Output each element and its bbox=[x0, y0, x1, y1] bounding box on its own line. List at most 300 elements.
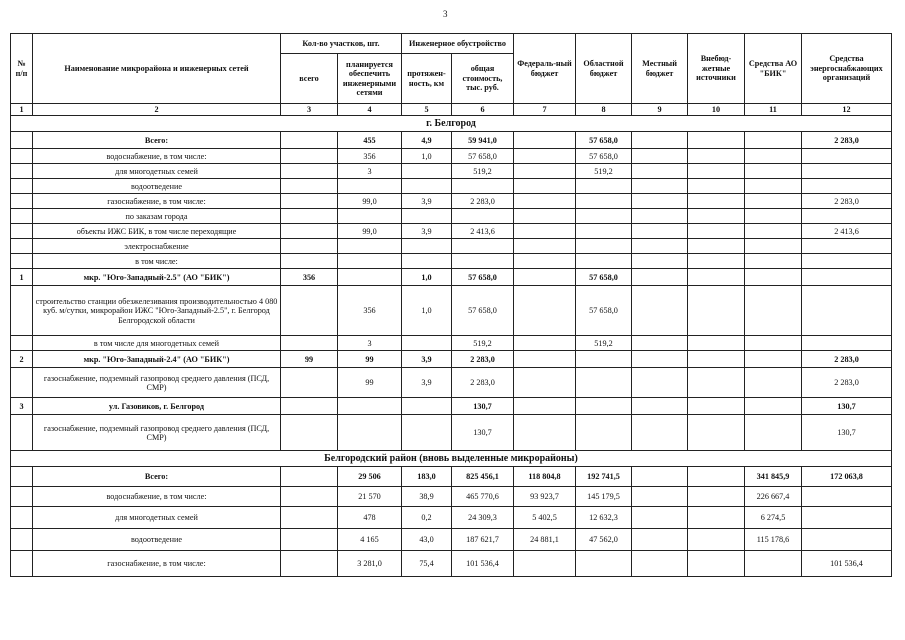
table-row bbox=[11, 194, 892, 209]
row-name: для многодетных семей bbox=[33, 164, 281, 179]
table-row bbox=[11, 398, 892, 415]
federal-budget: 93 923,7 bbox=[514, 487, 576, 507]
length-km bbox=[402, 398, 452, 415]
length-km: 183,0 bbox=[402, 467, 452, 487]
column-number: 6 bbox=[452, 104, 514, 116]
column-number: 7 bbox=[514, 104, 576, 116]
bik-funds bbox=[745, 415, 802, 451]
energy-funds bbox=[802, 164, 892, 179]
plots-total bbox=[281, 164, 338, 179]
plots-total bbox=[281, 179, 338, 194]
total-cost: 130,7 bbox=[452, 398, 514, 415]
local-budget bbox=[632, 254, 688, 269]
regional-budget bbox=[576, 398, 632, 415]
section-title: г. Белгород bbox=[11, 116, 892, 132]
plots-planned: 3 281,0 bbox=[338, 551, 402, 577]
energy-funds bbox=[802, 179, 892, 194]
table-row bbox=[11, 164, 892, 179]
extra-budget bbox=[688, 224, 745, 239]
row-name: объекты ИЖС БИК, в том числе переходящие bbox=[33, 224, 281, 239]
energy-funds bbox=[802, 286, 892, 336]
regional-budget bbox=[576, 194, 632, 209]
extra-budget bbox=[688, 368, 745, 398]
table-row bbox=[11, 487, 892, 507]
plots-total bbox=[281, 551, 338, 577]
length-km: 3,9 bbox=[402, 368, 452, 398]
local-budget bbox=[632, 164, 688, 179]
energy-funds bbox=[802, 336, 892, 351]
plots-planned bbox=[338, 209, 402, 224]
plots-planned: 356 bbox=[338, 286, 402, 336]
extra-budget bbox=[688, 551, 745, 577]
energy-funds: 2 283,0 bbox=[802, 351, 892, 368]
row-name: газоснабжение, подземный газопровод среднего давления (ПСД, СМР) bbox=[33, 415, 281, 451]
regional-budget bbox=[576, 179, 632, 194]
extra-budget bbox=[688, 132, 745, 149]
total-cost bbox=[452, 209, 514, 224]
energy-funds bbox=[802, 487, 892, 507]
regional-budget: 47 562,0 bbox=[576, 529, 632, 551]
local-budget bbox=[632, 224, 688, 239]
regional-budget bbox=[576, 351, 632, 368]
plots-total bbox=[281, 239, 338, 254]
federal-budget bbox=[514, 551, 576, 577]
column-number: 5 bbox=[402, 104, 452, 116]
column-number: 9 bbox=[632, 104, 688, 116]
length-km: 43,0 bbox=[402, 529, 452, 551]
plots-planned: 356 bbox=[338, 149, 402, 164]
plots-planned: 21 570 bbox=[338, 487, 402, 507]
regional-budget: 57 658,0 bbox=[576, 286, 632, 336]
row-name: газоснабжение, подземный газопровод среднего давления (ПСД, СМР) bbox=[33, 368, 281, 398]
row-number bbox=[11, 507, 33, 529]
local-budget bbox=[632, 487, 688, 507]
energy-funds bbox=[802, 529, 892, 551]
total-cost: 465 770,6 bbox=[452, 487, 514, 507]
federal-budget bbox=[514, 336, 576, 351]
federal-budget bbox=[514, 164, 576, 179]
length-km: 3,9 bbox=[402, 194, 452, 209]
length-km: 3,9 bbox=[402, 351, 452, 368]
total-cost: 2 413,6 bbox=[452, 224, 514, 239]
bik-funds: 226 667,4 bbox=[745, 487, 802, 507]
extra-budget bbox=[688, 254, 745, 269]
length-km bbox=[402, 254, 452, 269]
regional-budget bbox=[576, 368, 632, 398]
regional-budget bbox=[576, 209, 632, 224]
bik-funds: 6 274,5 bbox=[745, 507, 802, 529]
table-row bbox=[11, 368, 892, 398]
row-number bbox=[11, 254, 33, 269]
energy-funds bbox=[802, 254, 892, 269]
row-name: электроснабжение bbox=[33, 239, 281, 254]
table-row bbox=[11, 149, 892, 164]
plots-planned: 455 bbox=[338, 132, 402, 149]
extra-budget bbox=[688, 194, 745, 209]
federal-budget bbox=[514, 194, 576, 209]
extra-budget bbox=[688, 179, 745, 194]
plots-total: 99 bbox=[281, 351, 338, 368]
row-number bbox=[11, 132, 33, 149]
extra-budget bbox=[688, 269, 745, 286]
extra-budget bbox=[688, 415, 745, 451]
row-number bbox=[11, 529, 33, 551]
header-cost: общая стоимость, тыс. руб. bbox=[452, 54, 514, 104]
bik-funds: 341 845,9 bbox=[745, 467, 802, 487]
section-title: Белгородский район (вновь выделенные микрорайоны) bbox=[11, 451, 892, 467]
energy-funds: 2 283,0 bbox=[802, 194, 892, 209]
energy-funds bbox=[802, 209, 892, 224]
plots-total bbox=[281, 487, 338, 507]
header-total: всего bbox=[281, 54, 338, 104]
plots-planned: 4 165 bbox=[338, 529, 402, 551]
table-row bbox=[11, 351, 892, 368]
plots-planned bbox=[338, 269, 402, 286]
bik-funds: 115 178,6 bbox=[745, 529, 802, 551]
row-number: 2 bbox=[11, 351, 33, 368]
local-budget bbox=[632, 415, 688, 451]
bik-funds bbox=[745, 209, 802, 224]
total-cost bbox=[452, 239, 514, 254]
total-cost: 24 309,3 bbox=[452, 507, 514, 529]
bik-funds bbox=[745, 551, 802, 577]
local-budget bbox=[632, 132, 688, 149]
federal-budget bbox=[514, 224, 576, 239]
column-number: 11 bbox=[745, 104, 802, 116]
plots-planned: 29 506 bbox=[338, 467, 402, 487]
bik-funds bbox=[745, 239, 802, 254]
row-name: водоснабжение, в том числе: bbox=[33, 149, 281, 164]
header-num: № п/п bbox=[11, 34, 33, 104]
regional-budget: 12 632,3 bbox=[576, 507, 632, 529]
plots-planned: 99 bbox=[338, 351, 402, 368]
energy-funds: 130,7 bbox=[802, 398, 892, 415]
total-cost: 57 658,0 bbox=[452, 269, 514, 286]
plots-planned: 3 bbox=[338, 164, 402, 179]
total-cost: 59 941,0 bbox=[452, 132, 514, 149]
plots-planned: 99 bbox=[338, 368, 402, 398]
total-cost: 2 283,0 bbox=[452, 194, 514, 209]
row-name: водоотведение bbox=[33, 529, 281, 551]
length-km: 1,0 bbox=[402, 286, 452, 336]
extra-budget bbox=[688, 487, 745, 507]
extra-budget bbox=[688, 164, 745, 179]
length-km: 38,9 bbox=[402, 487, 452, 507]
total-cost: 130,7 bbox=[452, 415, 514, 451]
bik-funds bbox=[745, 254, 802, 269]
regional-budget: 145 179,5 bbox=[576, 487, 632, 507]
local-budget bbox=[632, 269, 688, 286]
section-title-row bbox=[11, 116, 892, 132]
row-name: в том числе: bbox=[33, 254, 281, 269]
total-cost bbox=[452, 254, 514, 269]
total-cost: 57 658,0 bbox=[452, 286, 514, 336]
investment-table bbox=[10, 33, 892, 577]
row-number: 3 bbox=[11, 398, 33, 415]
header-extra-budget: Внебюд-жетные источники bbox=[688, 34, 745, 104]
header-regional: Областной бюджет bbox=[576, 34, 632, 104]
header-name: Наименование микрорайона и инженерных сетей bbox=[33, 34, 281, 104]
federal-budget: 5 402,5 bbox=[514, 507, 576, 529]
total-cost bbox=[452, 179, 514, 194]
row-number bbox=[11, 179, 33, 194]
table-row bbox=[11, 286, 892, 336]
regional-budget: 57 658,0 bbox=[576, 269, 632, 286]
regional-budget bbox=[576, 254, 632, 269]
extra-budget bbox=[688, 286, 745, 336]
header-bik: Средства АО "БИК" bbox=[745, 34, 802, 104]
federal-budget bbox=[514, 239, 576, 254]
table-row bbox=[11, 507, 892, 529]
local-budget bbox=[632, 209, 688, 224]
energy-funds bbox=[802, 507, 892, 529]
length-km bbox=[402, 209, 452, 224]
plots-planned bbox=[338, 239, 402, 254]
plots-planned: 99,0 bbox=[338, 224, 402, 239]
row-name: для многодетных семей bbox=[33, 507, 281, 529]
plots-planned bbox=[338, 415, 402, 451]
federal-budget bbox=[514, 179, 576, 194]
plots-total bbox=[281, 336, 338, 351]
local-budget bbox=[632, 336, 688, 351]
plots-total bbox=[281, 209, 338, 224]
table-row bbox=[11, 179, 892, 194]
table-row bbox=[11, 132, 892, 149]
federal-budget bbox=[514, 269, 576, 286]
bik-funds bbox=[745, 368, 802, 398]
row-number bbox=[11, 551, 33, 577]
row-name: водоотведение bbox=[33, 179, 281, 194]
row-name: ул. Газовиков, г. Белгород bbox=[33, 398, 281, 415]
energy-funds: 2 283,0 bbox=[802, 368, 892, 398]
plots-planned bbox=[338, 254, 402, 269]
energy-funds: 172 063,8 bbox=[802, 467, 892, 487]
bik-funds bbox=[745, 164, 802, 179]
plots-total bbox=[281, 149, 338, 164]
federal-budget bbox=[514, 209, 576, 224]
table-row bbox=[11, 254, 892, 269]
plots-total: 356 bbox=[281, 269, 338, 286]
plots-total bbox=[281, 224, 338, 239]
row-name: Всего: bbox=[33, 467, 281, 487]
total-cost: 57 658,0 bbox=[452, 149, 514, 164]
federal-budget bbox=[514, 351, 576, 368]
total-cost: 519,2 bbox=[452, 336, 514, 351]
column-number: 4 bbox=[338, 104, 402, 116]
table-row bbox=[11, 467, 892, 487]
extra-budget bbox=[688, 529, 745, 551]
bik-funds bbox=[745, 224, 802, 239]
section-title-row bbox=[11, 451, 892, 467]
energy-funds: 2 283,0 bbox=[802, 132, 892, 149]
row-name: в том числе для многодетных семей bbox=[33, 336, 281, 351]
length-km: 4,9 bbox=[402, 132, 452, 149]
plots-planned: 3 bbox=[338, 336, 402, 351]
bik-funds bbox=[745, 149, 802, 164]
extra-budget bbox=[688, 149, 745, 164]
header-plots-group: Кол-во участков, шт. bbox=[281, 34, 402, 54]
extra-budget bbox=[688, 507, 745, 529]
row-number bbox=[11, 239, 33, 254]
table-row bbox=[11, 269, 892, 286]
local-budget bbox=[632, 351, 688, 368]
column-number: 10 bbox=[688, 104, 745, 116]
bik-funds bbox=[745, 336, 802, 351]
bik-funds bbox=[745, 179, 802, 194]
local-budget bbox=[632, 179, 688, 194]
column-number: 3 bbox=[281, 104, 338, 116]
row-name: мкр. "Юго-Западный-2.4" (АО "БИК") bbox=[33, 351, 281, 368]
extra-budget bbox=[688, 239, 745, 254]
row-number bbox=[11, 194, 33, 209]
regional-budget bbox=[576, 415, 632, 451]
regional-budget: 192 741,5 bbox=[576, 467, 632, 487]
regional-budget bbox=[576, 239, 632, 254]
federal-budget: 118 804,8 bbox=[514, 467, 576, 487]
federal-budget bbox=[514, 368, 576, 398]
total-cost: 519,2 bbox=[452, 164, 514, 179]
energy-funds: 101 536,4 bbox=[802, 551, 892, 577]
length-km bbox=[402, 179, 452, 194]
row-name: по заказам города bbox=[33, 209, 281, 224]
column-number: 12 bbox=[802, 104, 892, 116]
header-federal: Федераль-ный бюджет bbox=[514, 34, 576, 104]
length-km bbox=[402, 164, 452, 179]
length-km bbox=[402, 239, 452, 254]
total-cost: 101 536,4 bbox=[452, 551, 514, 577]
table-row bbox=[11, 239, 892, 254]
local-budget bbox=[632, 149, 688, 164]
federal-budget bbox=[514, 149, 576, 164]
table-row bbox=[11, 209, 892, 224]
plots-total bbox=[281, 194, 338, 209]
bik-funds bbox=[745, 286, 802, 336]
row-name: газоснабжение, в том числе: bbox=[33, 551, 281, 577]
local-budget bbox=[632, 368, 688, 398]
local-budget bbox=[632, 239, 688, 254]
header-engineering-group: Инженерное обустройство bbox=[402, 34, 514, 54]
page-number: 3 bbox=[443, 9, 448, 19]
regional-budget bbox=[576, 551, 632, 577]
federal-budget bbox=[514, 254, 576, 269]
plots-total bbox=[281, 529, 338, 551]
extra-budget bbox=[688, 336, 745, 351]
table-row bbox=[11, 336, 892, 351]
table-row bbox=[11, 551, 892, 577]
extra-budget bbox=[688, 351, 745, 368]
federal-budget bbox=[514, 286, 576, 336]
federal-budget bbox=[514, 132, 576, 149]
column-number: 8 bbox=[576, 104, 632, 116]
bik-funds bbox=[745, 351, 802, 368]
local-budget bbox=[632, 529, 688, 551]
plots-total bbox=[281, 368, 338, 398]
federal-budget bbox=[514, 415, 576, 451]
extra-budget bbox=[688, 209, 745, 224]
row-name: водоснабжение, в том числе: bbox=[33, 487, 281, 507]
total-cost: 2 283,0 bbox=[452, 351, 514, 368]
regional-budget: 519,2 bbox=[576, 164, 632, 179]
federal-budget: 24 881,1 bbox=[514, 529, 576, 551]
row-name: строительство станции обезжелезивания производительностью 4 080 куб. м/сутки, микрорайон ИЖС "Юго-Западный-2.5", г. Белгород Белгородской области bbox=[33, 286, 281, 336]
row-number bbox=[11, 149, 33, 164]
header-local: Местный бюджет bbox=[632, 34, 688, 104]
row-number bbox=[11, 164, 33, 179]
row-number bbox=[11, 487, 33, 507]
local-budget bbox=[632, 194, 688, 209]
energy-funds bbox=[802, 149, 892, 164]
table-row bbox=[11, 224, 892, 239]
row-number bbox=[11, 336, 33, 351]
length-km: 1,0 bbox=[402, 149, 452, 164]
energy-funds bbox=[802, 239, 892, 254]
energy-funds bbox=[802, 269, 892, 286]
row-number bbox=[11, 224, 33, 239]
row-name: Всего: bbox=[33, 132, 281, 149]
header-row-1 bbox=[11, 34, 892, 54]
length-km bbox=[402, 415, 452, 451]
row-number bbox=[11, 286, 33, 336]
row-name: газоснабжение, в том числе: bbox=[33, 194, 281, 209]
local-budget bbox=[632, 398, 688, 415]
column-number-row bbox=[11, 104, 892, 116]
energy-funds: 130,7 bbox=[802, 415, 892, 451]
plots-total bbox=[281, 254, 338, 269]
total-cost: 187 621,7 bbox=[452, 529, 514, 551]
plots-planned: 99,0 bbox=[338, 194, 402, 209]
row-number bbox=[11, 415, 33, 451]
row-number bbox=[11, 368, 33, 398]
table-row bbox=[11, 529, 892, 551]
total-cost: 2 283,0 bbox=[452, 368, 514, 398]
plots-planned bbox=[338, 398, 402, 415]
plots-planned bbox=[338, 179, 402, 194]
length-km: 1,0 bbox=[402, 269, 452, 286]
plots-total bbox=[281, 398, 338, 415]
extra-budget bbox=[688, 467, 745, 487]
local-budget bbox=[632, 551, 688, 577]
length-km bbox=[402, 336, 452, 351]
local-budget bbox=[632, 467, 688, 487]
regional-budget: 57 658,0 bbox=[576, 149, 632, 164]
local-budget bbox=[632, 286, 688, 336]
bik-funds bbox=[745, 398, 802, 415]
regional-budget: 519,2 bbox=[576, 336, 632, 351]
row-name: мкр. "Юго-Западный-2.5" (АО "БИК") bbox=[33, 269, 281, 286]
row-number: 1 bbox=[11, 269, 33, 286]
local-budget bbox=[632, 507, 688, 529]
length-km: 0,2 bbox=[402, 507, 452, 529]
column-number: 1 bbox=[11, 104, 33, 116]
header-energy: Средства энергоснабжающих организаций bbox=[802, 34, 892, 104]
plots-total bbox=[281, 467, 338, 487]
plots-total bbox=[281, 415, 338, 451]
plots-total bbox=[281, 507, 338, 529]
federal-budget bbox=[514, 398, 576, 415]
column-number: 2 bbox=[33, 104, 281, 116]
length-km: 75,4 bbox=[402, 551, 452, 577]
row-number bbox=[11, 467, 33, 487]
length-km: 3,9 bbox=[402, 224, 452, 239]
extra-budget bbox=[688, 398, 745, 415]
header-length: протяжен-ность, км bbox=[402, 54, 452, 104]
bik-funds bbox=[745, 194, 802, 209]
regional-budget: 57 658,0 bbox=[576, 132, 632, 149]
bik-funds bbox=[745, 269, 802, 286]
plots-total bbox=[281, 286, 338, 336]
bik-funds bbox=[745, 132, 802, 149]
plots-total bbox=[281, 132, 338, 149]
